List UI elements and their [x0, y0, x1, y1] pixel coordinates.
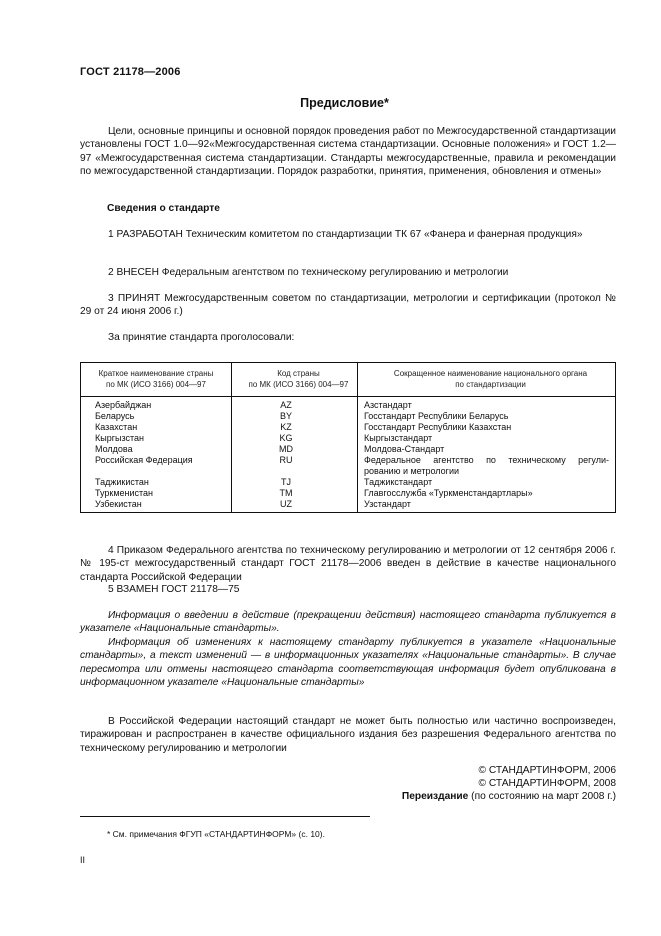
body-cell: Госстандарт Республики Беларусь: [364, 411, 509, 421]
reissue-label: Переиздание: [401, 791, 469, 802]
info-heading: Сведения о стандарте: [107, 203, 220, 214]
header-text: Код страны: [277, 369, 320, 378]
voted-text: За принятие стандарта проголосовали:: [108, 332, 295, 343]
footnote: * См. примечания ФГУП «СТАНДАРТИНФОРМ» (с. 10).: [107, 829, 325, 839]
reissue-line: [402, 790, 616, 803]
item-4-text: 4 Приказом Федерального агентства по техническому регулированию и метрологии от 12 сентября 2006 г. № 195-ст межгосударственный стандарт ГОСТ 21178—2006 введен в действие в качестве национального стандарта Российской Федерации: [80, 545, 616, 583]
code-cell: RU: [279, 455, 293, 465]
intro-paragraph: [80, 125, 616, 179]
intro-text: Цели, основные принципы и основной порядок проведения работ по Межгосударственной стандартизации установлены ГОСТ 1.0—92«Межгосударственная система стандартизации. Основные положения» и ГОСТ 1.2—97 «Межгосударственная система стандартизации. Стандарты межгосударственные, правила и рекомендации по межгосударственной стандартизации. Порядок разработки, принятия, применения, обновления и отмены»: [80, 126, 616, 178]
page-number: II: [80, 855, 86, 865]
table-row: [81, 477, 615, 488]
code-cell: BY: [279, 411, 292, 421]
item-2: [80, 266, 616, 279]
table-row: [81, 411, 615, 422]
table-header-country: [81, 368, 231, 390]
info-notice: [80, 609, 616, 689]
country-cell: Казахстан: [95, 422, 138, 432]
body-cell: Таджикстандарт: [364, 477, 433, 487]
document-id-header: ГОСТ 21178—2006: [80, 66, 181, 78]
copyright-paragraph: [80, 715, 616, 755]
copyright-paragraph-text: В Российской Федерации настоящий стандарт не может быть полностью или частично воспроизведен, тиражирован и распространен в качестве официального издания без разрешения Федерального агентства по техническому регулированию и метрологии: [80, 716, 616, 754]
header-text: по МК (ИСО 3166) 004—97: [106, 380, 206, 389]
body-cell: Узстандарт: [364, 499, 411, 509]
body-cell-continued: рованию и метрологии: [364, 466, 459, 476]
info-notice-2: Информация об изменениях к настоящему стандарту публикуется в указателе «Национальные стандарты», а текст изменений — в информационных указателях «Национальные стандарты». В случае пересмотра или отмены настоящего стандарта соответствующая информация будет опубликована в информационном указателе «Национальные стандарты»: [80, 636, 616, 689]
code-cell: TJ: [281, 477, 291, 487]
body-cell: Кыргызстандарт: [364, 433, 433, 443]
item-5-text: 5 ВЗАМЕН ГОСТ 21178—75: [108, 584, 240, 595]
table-header-code: [231, 368, 366, 390]
item-3-text: 3 ПРИНЯТ Межгосударственным советом по стандартизации, метрологии и сертификации (протокол № 29 от 24 июня 2006 г.): [80, 293, 616, 318]
page-title: Предисловие*: [300, 96, 389, 110]
item-5: [80, 583, 616, 596]
code-cell: UZ: [280, 499, 292, 509]
country-cell: Молдова: [95, 444, 133, 454]
code-cell: TM: [279, 488, 293, 498]
copyright-line-1: © СТАНДАРТИНФОРМ, 2006: [478, 765, 616, 776]
body-cell: Федеральное агентство по техническому регули-: [364, 455, 609, 465]
country-cell: Узбекистан: [95, 499, 142, 509]
country-cell: Таджикистан: [95, 477, 149, 487]
body-cell: Молдова-Стандарт: [364, 444, 445, 454]
body-cell: Азстандарт: [364, 400, 412, 410]
country-cell: Беларусь: [95, 411, 135, 421]
table-header-body: [366, 368, 615, 390]
table-row: [81, 444, 615, 455]
item-3: [80, 292, 616, 319]
country-cell: Азербайджан: [95, 400, 152, 410]
country-cell: Российская Федерация: [95, 455, 193, 465]
voting-table: [80, 362, 616, 513]
code-cell: KG: [279, 433, 293, 443]
info-notice-1: Информация о введении в действие (прекращении действия) настоящего стандарта публикуется в указателе «Национальные стандарты».: [80, 610, 616, 635]
item-4: [80, 544, 616, 584]
table-row: [81, 499, 615, 510]
item-2-text: 2 ВНЕСЕН Федеральным агентством по техническому регулированию и метрологии: [108, 267, 509, 278]
item-1: [80, 228, 616, 241]
header-text: по МК (ИСО 3166) 004—97: [248, 380, 349, 389]
header-text: Сокращенное наименование национального органа: [393, 369, 588, 378]
copyright-line-2: © СТАНДАРТИНФОРМ, 2008: [478, 778, 616, 789]
item-1-text: 1 РАЗРАБОТАН Техническим комитетом по стандартизации ТК 67 «Фанера и фанерная продукция»: [108, 229, 583, 240]
header-text: по стандартизации: [455, 380, 526, 389]
body-cell: Главгосслужба «Туркменстандартлары»: [364, 488, 533, 498]
country-cell: Кыргызстан: [95, 433, 144, 443]
table-row: [81, 422, 615, 433]
country-cell: Туркменистан: [95, 488, 154, 498]
footnote-divider: [80, 816, 370, 817]
table-row: [81, 488, 615, 499]
table-row: [81, 455, 615, 477]
voted-line: [80, 331, 616, 344]
reissue-date: (по состоянию на март 2008 г.): [468, 791, 616, 802]
header-text: Краткое наименование страны: [98, 369, 214, 378]
table-row: [81, 400, 615, 411]
table-row: [81, 433, 615, 444]
table-header-row: [81, 363, 615, 397]
code-cell: KZ: [280, 422, 292, 432]
code-cell: AZ: [280, 400, 292, 410]
code-cell: MD: [279, 444, 293, 454]
body-cell: Госстандарт Республики Казахстан: [364, 422, 512, 432]
